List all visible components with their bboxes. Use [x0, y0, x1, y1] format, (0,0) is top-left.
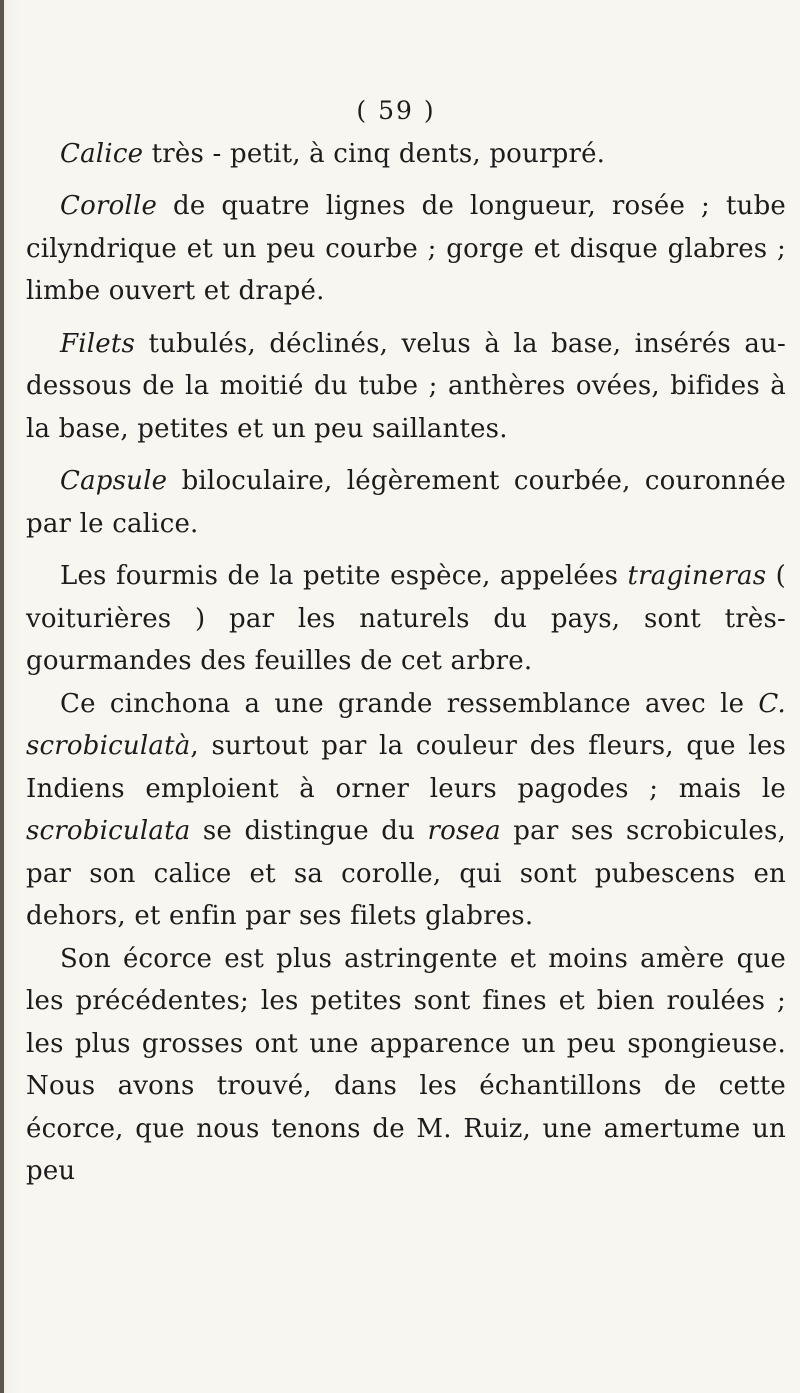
- paragraph-cinchona-pre: Ce cinchona a une grande ressemblance avec le: [60, 688, 759, 719]
- paragraph-calice: [26, 133, 786, 176]
- paragraph-cinchona: [26, 683, 786, 938]
- paragraph-cinchona-mid1: , surtout par la couleur des fleurs, que les Indiens emploient à orner leurs pagodes ; mais le: [26, 731, 786, 804]
- paragraph-cinchona-mid2: se distingue du: [190, 816, 428, 846]
- page-spine-edge: [0, 0, 4, 1393]
- paragraph-fourmis: [26, 555, 786, 683]
- term-corolle: Corolle: [60, 191, 158, 221]
- term-rosea: rosea: [427, 816, 501, 846]
- term-filets: Filets: [60, 328, 136, 359]
- paragraph-filets-text: tubulés, déclinés, velus à la base, insérés au-dessous de la moitié du tube ; anthères ovées, bifides à la base, petites et un peu saillantes.: [26, 328, 786, 444]
- paragraph-ecorce-text: Son écorce est plus astringente et moins amère que les précédentes; les petites sont fines et bien roulées ; les plus grosses ont une apparence un peu spongieuse. Nous avons trouvé, dans les échantillons de cette écorce, que nous tenons de M. Ruiz, une amertume un peu: [26, 943, 786, 1186]
- page-text: [26, 90, 786, 1193]
- term-capsule: Capsule: [60, 466, 168, 496]
- paragraph-capsule-text: biloculaire, légèrement courbée, couronnée par le calice.: [26, 466, 786, 539]
- paragraph-cinchona-text: par ses scrobicules, par son calice et sa corolle, qui sont pubescens en dehors, et enfin par ses filets glabres.: [26, 816, 786, 931]
- paragraph-corolle-text: de quatre lignes de longueur, rosée ; tube cilyndrique et un peu courbe ; gorge et disque glabres ; limbe ouvert et drapé.: [26, 191, 786, 306]
- term-tragineras: tragineras: [627, 561, 767, 591]
- page-number: ( 59 ): [356, 96, 436, 125]
- paragraph-filets: [26, 323, 786, 451]
- paragraph-corolle: [26, 185, 786, 313]
- term-c-scrobiculata: C. scrobiculatà: [26, 688, 786, 761]
- paragraph-capsule: [26, 460, 786, 545]
- paragraph-ecorce: [26, 938, 786, 1193]
- paragraph-calice-text: très - petit, à cinq dents, pourpré.: [143, 138, 606, 169]
- paragraph-fourmis-text: ( voiturières ) par les naturels du pays, sont très-gourmandes des feuilles de cet arbre.: [26, 561, 786, 676]
- term-calice: Calice: [60, 138, 144, 169]
- term-scrobiculata: scrobiculata: [26, 816, 191, 846]
- paragraph-fourmis-pre: Les fourmis de la petite espèce, appelées: [60, 561, 628, 591]
